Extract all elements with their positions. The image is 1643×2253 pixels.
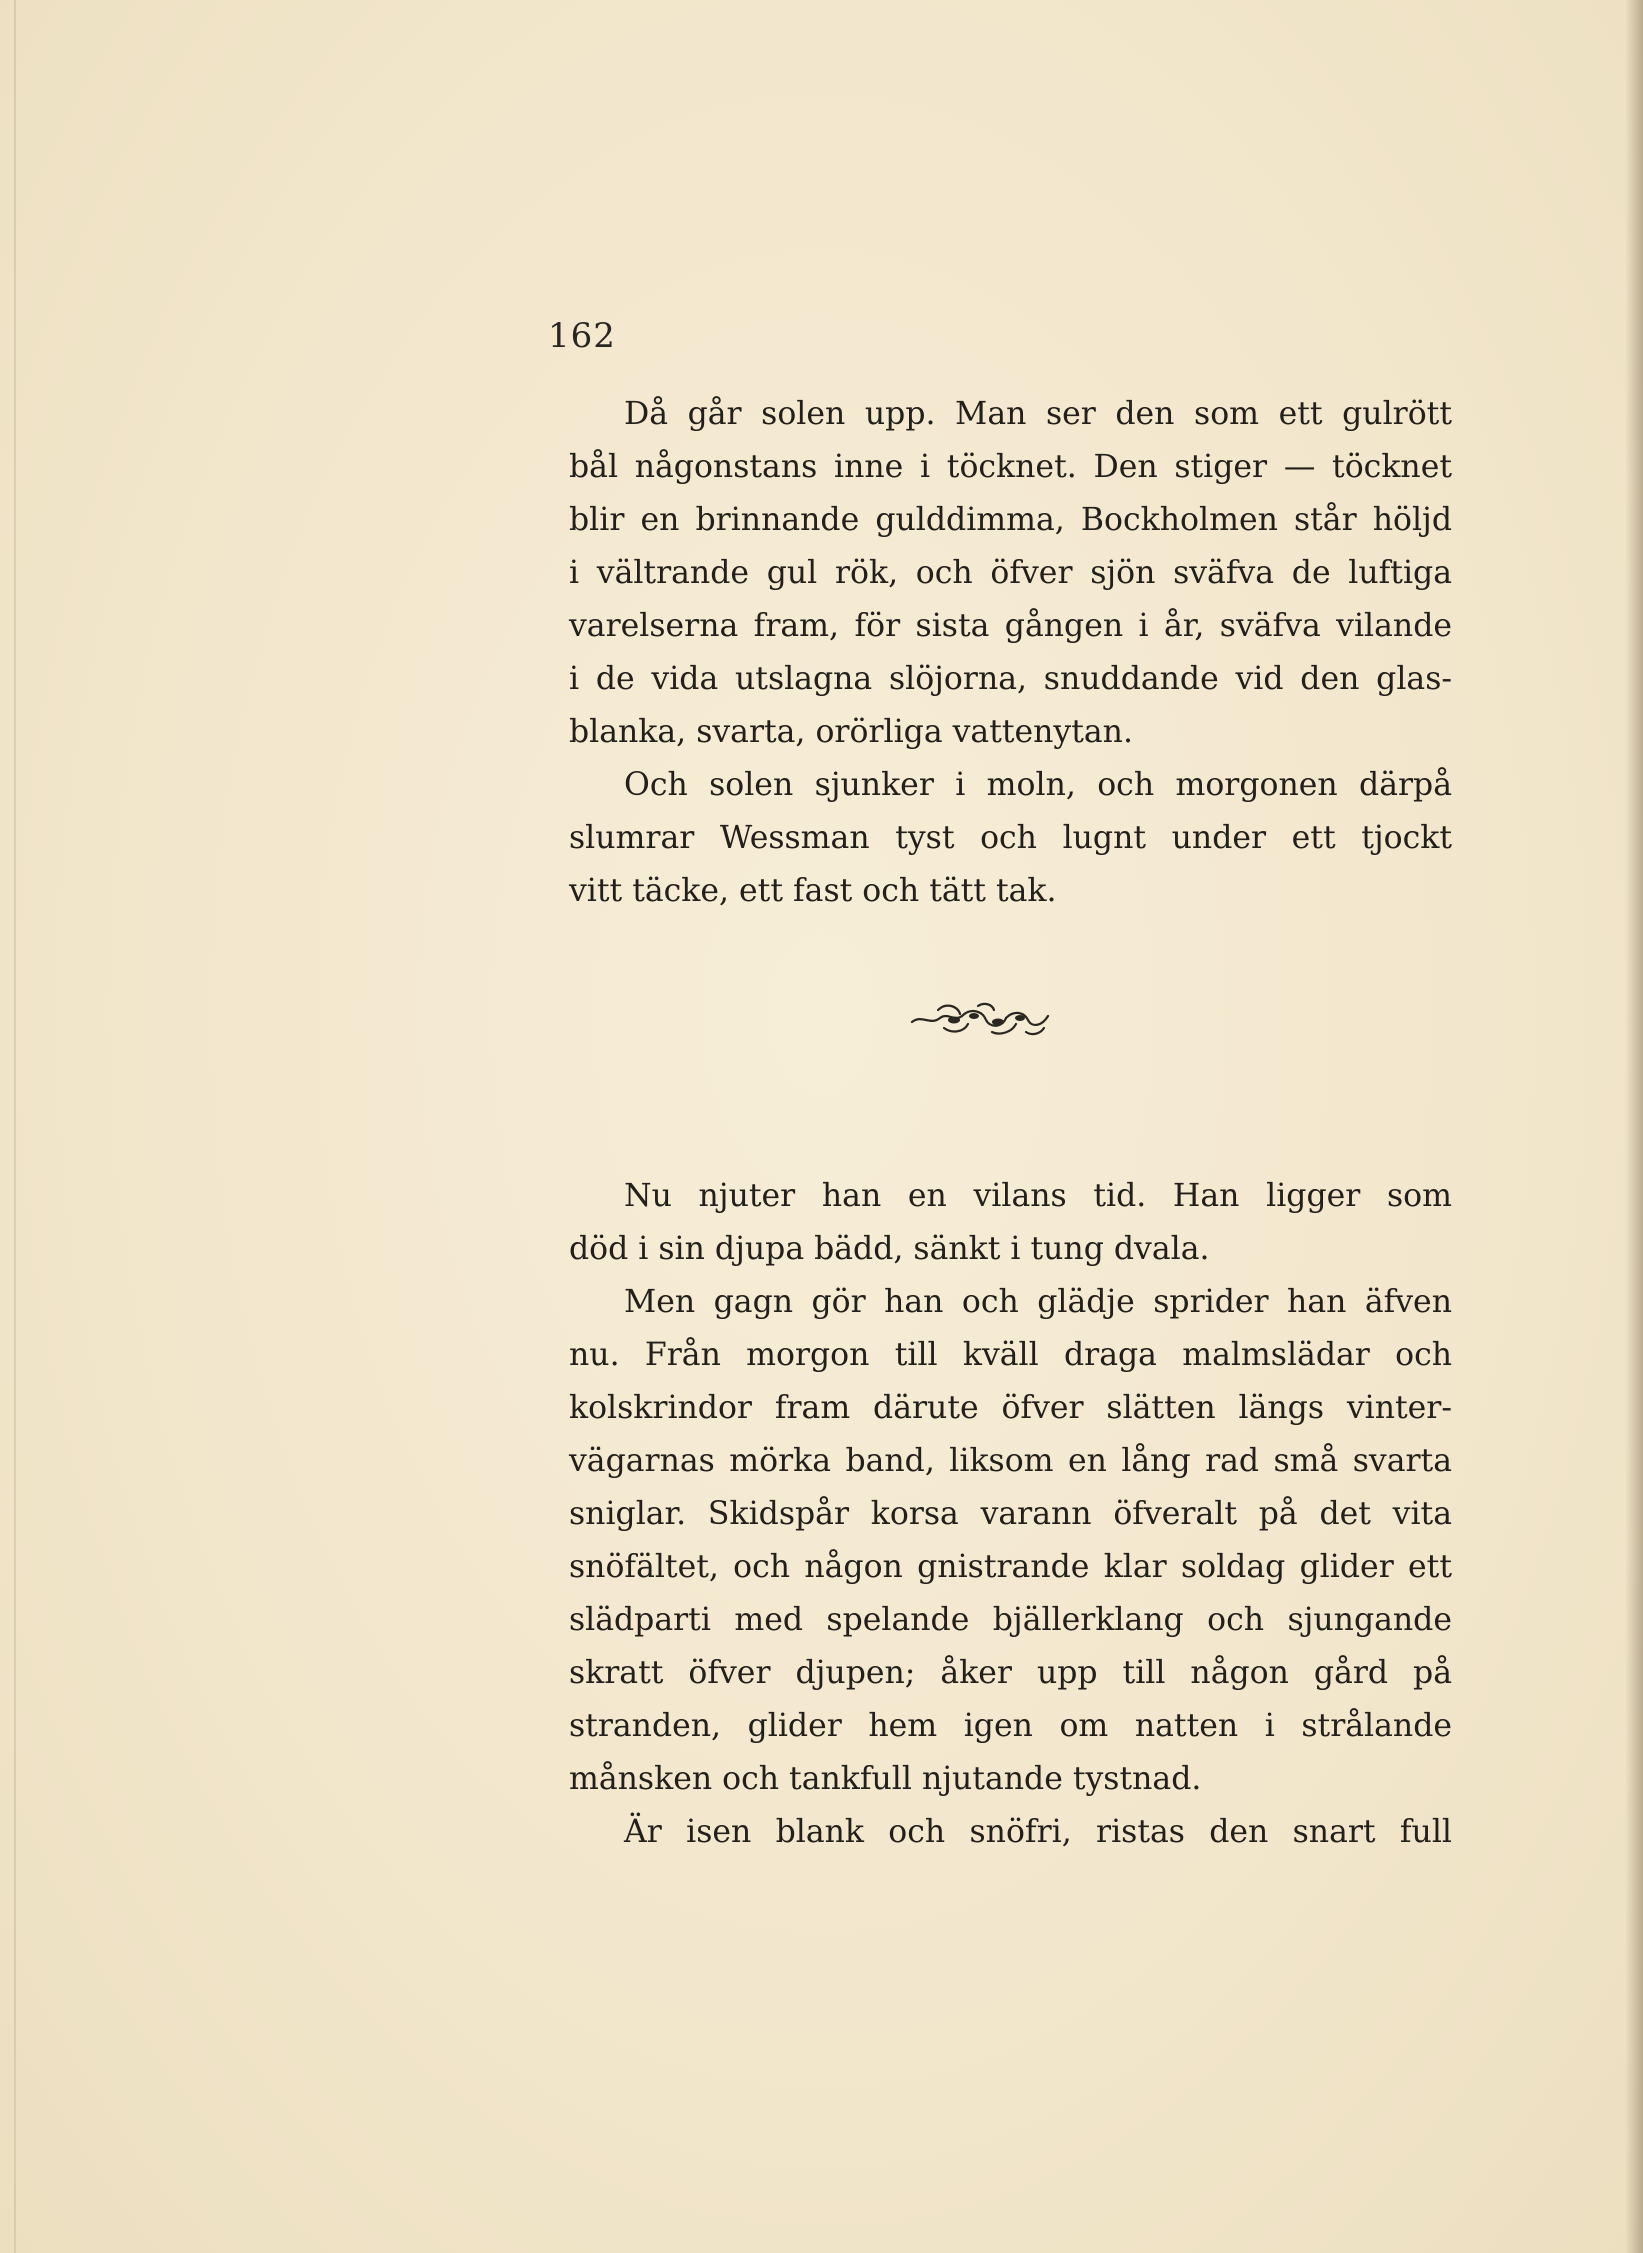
text-line: slumrar Wessman tyst och lugnt under ett tjockt — [569, 820, 1452, 856]
paragraph — [514, 1276, 1452, 1806]
text-line: Nu njuter han en vilans tid. Han ligger som — [624, 1178, 1452, 1214]
page-number: 162 — [548, 316, 616, 356]
text-line: kolskrindor fram därute öfver slätten längs vinter- — [569, 1390, 1452, 1426]
text-section-1 — [514, 388, 1452, 918]
decorative-flourish-icon — [908, 998, 1053, 1040]
text-line: stranden, glider hem igen om natten i strålande — [569, 1708, 1452, 1744]
text-line: vitt täcke, ett fast och tätt tak. — [569, 873, 1057, 909]
text-line: slädparti med spelande bjällerklang och sjungande — [569, 1602, 1452, 1638]
text-line: blanka, svarta, orörliga vattenytan. — [569, 714, 1133, 750]
text-line: månsken och tankfull njutande tystnad. — [569, 1761, 1202, 1797]
text-line: död i sin djupa bädd, sänkt i tung dvala. — [569, 1231, 1210, 1267]
paragraph — [514, 1170, 1452, 1276]
paragraph — [514, 388, 1452, 759]
text-line: Men gagn gör han och glädje sprider han äfven — [624, 1284, 1452, 1320]
text-line: sniglar. Skidspår korsa varann öfveralt på det vita — [569, 1496, 1452, 1532]
text-line: vägarnas mörka band, liksom en lång rad små svarta — [569, 1443, 1452, 1479]
page-edge-line — [14, 0, 16, 2253]
text-line: Är isen blank och snöfri, ristas den snart full — [624, 1814, 1452, 1850]
text-line: blir en brinnande gulddimma, Bockholmen står höljd — [569, 502, 1452, 538]
text-line: i de vida utslagna slöjorna, snuddande vid den glas- — [569, 661, 1452, 697]
text-line: i vältrande gul rök, och öfver sjön sväfva de luftiga — [569, 555, 1452, 591]
text-line: Då går solen upp. Man ser den som ett gulrött — [624, 396, 1452, 432]
text-line: bål någonstans inne i töcknet. Den stiger — töcknet — [569, 449, 1452, 485]
gutter-shadow — [1625, 0, 1643, 2253]
paragraph — [514, 1806, 1452, 1859]
text-line: Och solen sjunker i moln, och morgonen därpå — [624, 767, 1452, 803]
text-section-2 — [514, 1170, 1452, 1859]
text-line: varelserna fram, för sista gången i år, sväfva vilande — [569, 608, 1452, 644]
text-line: snöfältet, och någon gnistrande klar soldag glider ett — [569, 1549, 1452, 1585]
text-line: skratt öfver djupen; åker upp till någon gård på — [569, 1655, 1452, 1691]
text-line: nu. Från morgon till kväll draga malmslädar och — [569, 1337, 1452, 1373]
paragraph — [514, 759, 1452, 918]
